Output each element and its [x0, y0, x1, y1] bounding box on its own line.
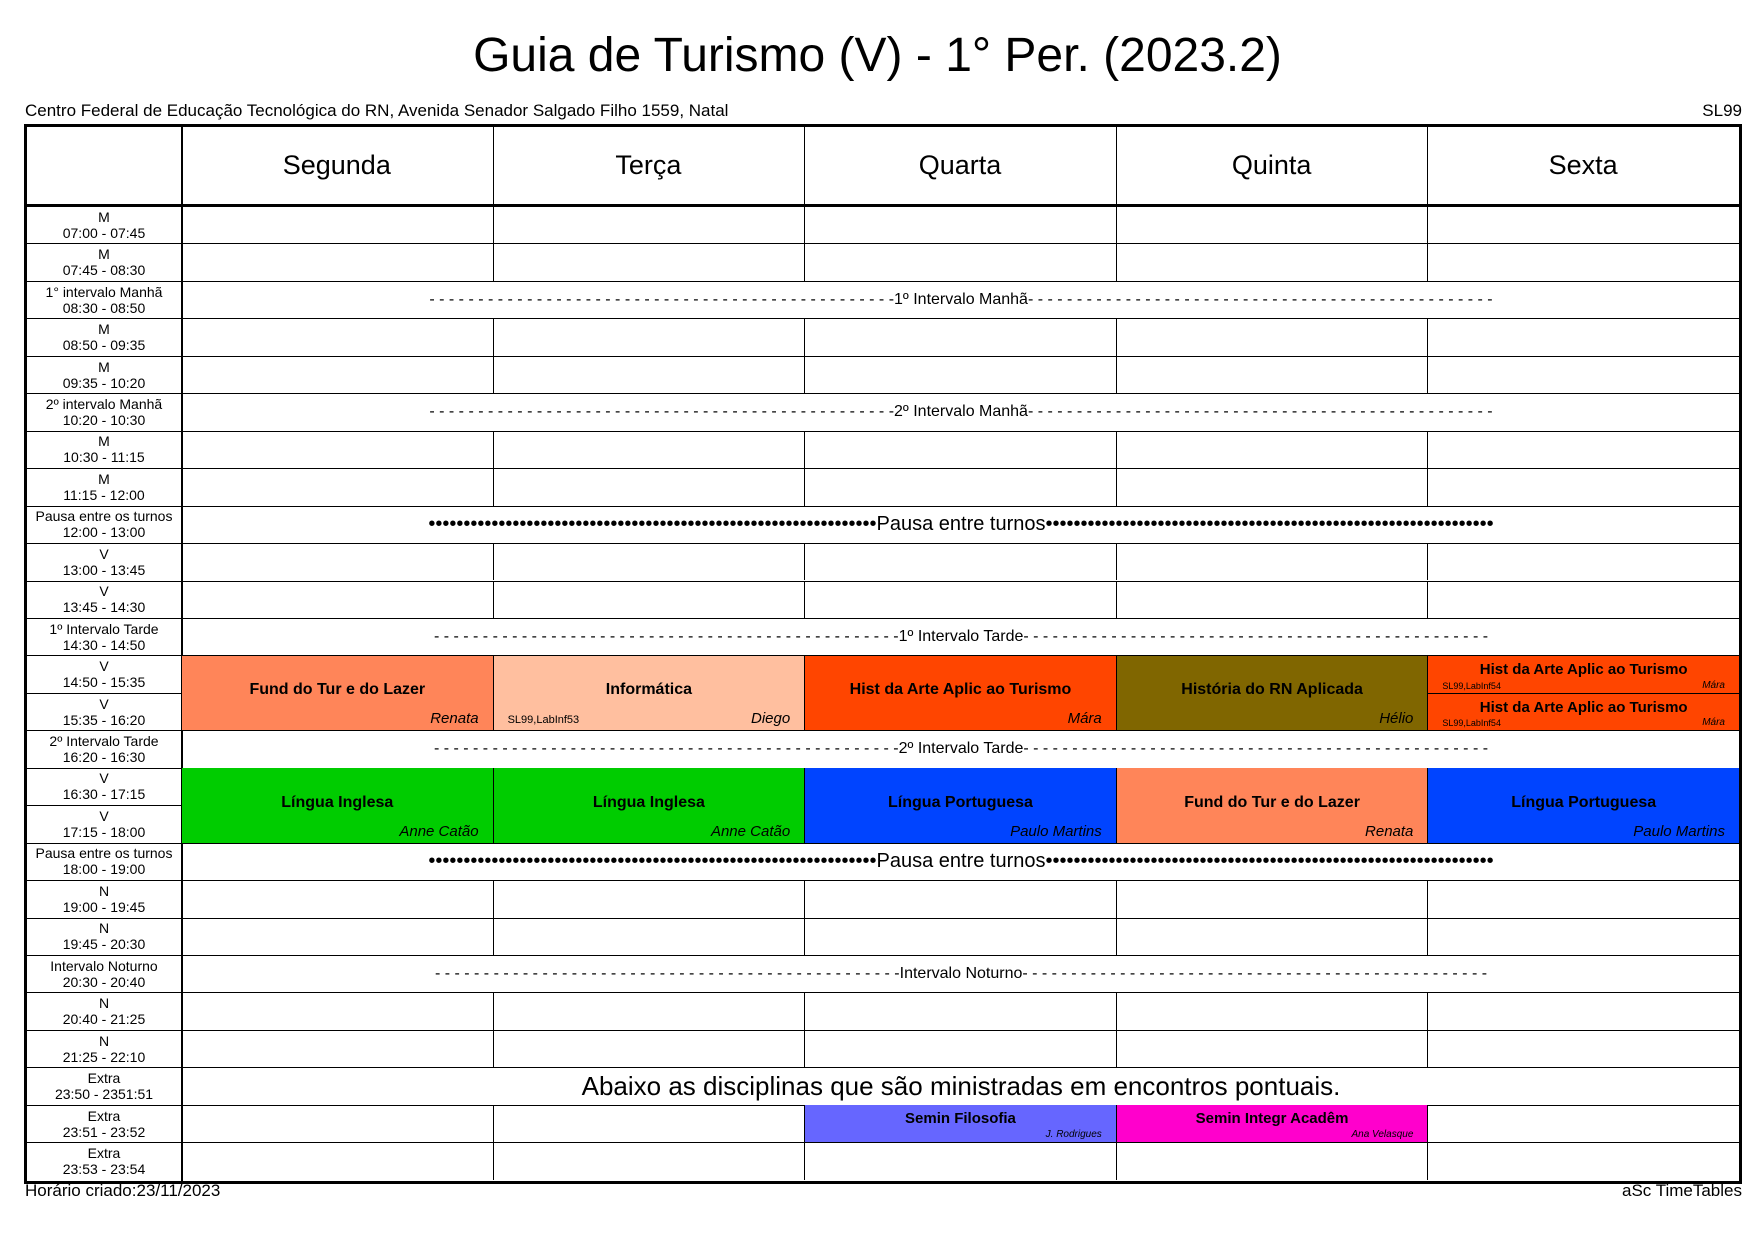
slot-time: 11:15 - 12:00: [63, 486, 145, 503]
break-label: Pausa entre turnos: [876, 512, 1046, 535]
lesson-teacher: Renata: [1365, 822, 1414, 840]
cell-divider: [1116, 356, 1117, 393]
lesson-block: [182, 768, 493, 842]
slot-label: [27, 880, 181, 917]
slot-name: 2º intervalo Manhã: [45, 395, 163, 412]
lesson-subject: História do RN Aplicada: [1181, 681, 1363, 699]
slot-time: 21:25 - 22:10: [62, 1048, 146, 1065]
day-column-divider: [1116, 127, 1117, 204]
lesson-subject: Hist da Arte Aplic ao Turismo: [1479, 699, 1688, 717]
break-band: [183, 730, 1739, 767]
row-divider: [27, 992, 1739, 993]
lesson-teacher: Hélio: [1379, 710, 1414, 728]
lesson-teacher: Anne Catão: [399, 822, 479, 840]
slot-label: [27, 843, 181, 880]
cell-divider: [804, 581, 805, 618]
slot-time: 07:45 - 08:30: [62, 262, 146, 279]
slot-time: 23:53 - 23:54: [62, 1160, 146, 1177]
cell-divider: [1427, 206, 1428, 243]
day-header-5: Sexta: [1548, 150, 1618, 180]
cell-divider: [1116, 431, 1117, 468]
band-filler-right: - - - - - - - - - - - - - - - - - - - - - - - - - - - - - - - - - - - - - - - - - - - - - - - -: [1023, 740, 1489, 758]
lesson-teacher: Anne Catão: [710, 822, 791, 840]
cell-divider: [1116, 1142, 1117, 1179]
cell-divider: [1427, 992, 1428, 1029]
slot-label: [27, 992, 181, 1029]
slot-name: V: [99, 807, 109, 824]
slot-time: 07:00 - 07:45: [62, 224, 146, 241]
lesson-block: [805, 656, 1116, 730]
cell-divider: [493, 918, 494, 955]
slot-name: M: [98, 433, 110, 450]
slot-label: [27, 1067, 181, 1104]
cell-divider: [804, 543, 805, 580]
lesson-teacher: Paulo Martins: [1010, 822, 1102, 840]
lesson-block: [1428, 656, 1739, 693]
cell-divider: [1427, 1142, 1428, 1179]
slot-name: M: [98, 321, 110, 338]
cell-divider: [804, 243, 805, 280]
slot-label: [27, 1142, 181, 1179]
slot-time: 20:40 - 21:25: [62, 1011, 146, 1028]
created-date: Horário criado:23/11/2023: [25, 1181, 221, 1200]
slot-label: [27, 506, 181, 543]
slot-name: M: [98, 208, 110, 225]
cell-divider: [804, 468, 805, 505]
row-divider: [27, 243, 1739, 244]
slot-label: [27, 468, 181, 505]
slot-name: M: [98, 358, 110, 375]
break-band: [183, 843, 1739, 880]
slot-name: N: [98, 1032, 110, 1049]
slot-name: 1° intervalo Manhã: [45, 283, 163, 300]
cell-divider: [493, 581, 494, 618]
cell-divider: [1116, 243, 1117, 280]
row-divider: [27, 880, 1739, 881]
cell-divider: [804, 431, 805, 468]
slot-time: 12:00 - 13:00: [62, 524, 146, 541]
break-band: [183, 281, 1739, 318]
lesson-teacher: J. Rodrigues: [1045, 1129, 1102, 1141]
cell-divider: [1427, 318, 1428, 355]
slot-name: Intervalo Noturno: [50, 957, 158, 974]
lesson-block: [805, 768, 1116, 842]
band-filler-right: - - - - - - - - - - - - - - - - - - - - - - - - - - - - - - - - - - - - - - - - - - - - - - - -: [1027, 290, 1493, 308]
lesson-subject: Hist da Arte Aplic ao Turismo: [1479, 660, 1688, 678]
cell-divider: [493, 243, 494, 280]
cell-divider: [493, 468, 494, 505]
cell-divider: [493, 356, 494, 393]
slot-time: 08:50 - 09:35: [62, 337, 146, 354]
day-column-divider: [493, 127, 494, 204]
cell-divider: [1116, 581, 1117, 618]
slot-label: [27, 281, 181, 318]
day-header-1: Segunda: [282, 150, 391, 180]
lesson-subject: Língua Inglesa: [281, 793, 394, 811]
cell-divider: [1116, 468, 1117, 505]
lesson-teacher: Ana Velasque: [1351, 1129, 1414, 1141]
row-divider: [27, 431, 1739, 432]
slot-name: N: [98, 882, 110, 899]
cell-divider: [493, 431, 494, 468]
cell-divider: [1427, 243, 1428, 280]
slot-name: N: [98, 995, 110, 1012]
lesson-block: [1117, 768, 1428, 842]
lesson-subject: Fund do Tur e do Lazer: [249, 681, 426, 699]
cell-divider: [1427, 1030, 1428, 1067]
cell-divider: [804, 880, 805, 917]
lesson-room: SL99,LabInf54: [1442, 718, 1501, 729]
slot-time: 10:30 - 11:15: [63, 449, 145, 466]
slot-name: Extra: [87, 1144, 121, 1161]
software-credit: aSc TimeTables: [1622, 1181, 1742, 1200]
slot-name: V: [99, 695, 109, 712]
break-label: 1º Intervalo Manhã: [894, 290, 1028, 308]
slot-name: N: [98, 920, 110, 937]
cell-divider: [1427, 880, 1428, 917]
band-filler-right: - - - - - - - - - - - - - - - - - - - - - - - - - - - - - - - - - - - - - - - - - - - - - - - -: [1023, 627, 1489, 645]
slot-name: V: [99, 770, 109, 787]
slot-name: M: [98, 470, 110, 487]
cell-divider: [1116, 992, 1117, 1029]
cell-divider: [804, 992, 805, 1029]
row-divider: [27, 581, 1739, 582]
cell-divider: [493, 992, 494, 1029]
slot-time: 14:50 - 15:35: [62, 674, 146, 691]
break-label: 2º Intervalo Tarde: [898, 740, 1024, 758]
slot-time: 10:20 - 10:30: [62, 411, 146, 428]
break-label: Abaixo as disciplinas que são ministradas em encontros pontuais.: [581, 1070, 1341, 1101]
cell-divider: [493, 318, 494, 355]
break-band: [183, 618, 1739, 655]
lesson-block: [494, 656, 805, 730]
institution-address: Centro Federal de Educação Tecnológica do RN, Avenida Senador Salgado Filho 1559, Natal: [25, 101, 729, 120]
slot-label: [27, 768, 181, 805]
cell-divider: [493, 1030, 494, 1067]
band-filler-left: - - - - - - - - - - - - - - - - - - - - - - - - - - - - - - - - - - - - - - - - - - - - - - - -: [429, 402, 895, 420]
cell-divider: [1427, 356, 1428, 393]
lesson-block: [1428, 768, 1739, 842]
lesson-block: [805, 1105, 1116, 1142]
slot-time: 16:30 - 17:15: [62, 786, 146, 803]
lesson-subject: Informática: [605, 681, 693, 699]
lesson-block: [182, 656, 493, 730]
band-filler-right: ••••••••••••••••••••••••••••••••••••••••••••••••••••••••••••••••: [1045, 512, 1494, 535]
lesson-block: [1117, 656, 1428, 730]
row-divider: [27, 468, 1739, 469]
cell-divider: [804, 318, 805, 355]
day-column-divider: [804, 127, 805, 204]
slot-time: 18:00 - 19:00: [62, 861, 146, 878]
slot-label: [27, 655, 181, 692]
cell-divider: [1427, 468, 1428, 505]
lesson-subject: Semin Integr Acadêm: [1195, 1110, 1349, 1128]
lesson-teacher: Mára: [1702, 717, 1725, 729]
slot-name: V: [99, 583, 109, 600]
break-label: 1º Intervalo Tarde: [898, 627, 1024, 645]
slot-name: Extra: [87, 1107, 121, 1124]
slot-label: [27, 243, 181, 280]
cell-divider: [1116, 318, 1117, 355]
slot-label: [27, 918, 181, 955]
cell-divider: [493, 880, 494, 917]
slot-name: V: [99, 658, 109, 675]
cell-divider: [1116, 880, 1117, 917]
cell-divider: [1116, 206, 1117, 243]
band-filler-right: ••••••••••••••••••••••••••••••••••••••••••••••••••••••••••••••••: [1045, 849, 1494, 872]
slot-time: 19:45 - 20:30: [62, 936, 146, 953]
slot-name: 2º Intervalo Tarde: [49, 733, 159, 750]
break-label: 2º Intervalo Manhã: [894, 402, 1028, 420]
cell-divider: [493, 543, 494, 580]
band-filler-left: ••••••••••••••••••••••••••••••••••••••••••••••••••••••••••••••••: [428, 512, 877, 535]
slot-time: 08:30 - 08:50: [62, 299, 146, 316]
lesson-block: [494, 768, 805, 842]
band-filler-left: - - - - - - - - - - - - - - - - - - - - - - - - - - - - - - - - - - - - - - - - - - - - - - - -: [433, 627, 899, 645]
row-divider: [27, 318, 1739, 319]
band-filler-left: ••••••••••••••••••••••••••••••••••••••••••••••••••••••••••••••••: [428, 849, 877, 872]
slot-label: [27, 318, 181, 355]
break-band: [183, 1067, 1739, 1104]
cell-divider: [493, 1105, 494, 1142]
cell-divider: [1116, 543, 1117, 580]
slot-time: 23:51 - 23:52: [62, 1123, 146, 1140]
break-label: Pausa entre turnos: [876, 849, 1046, 872]
break-band: [183, 506, 1739, 543]
slot-time: 20:30 - 20:40: [62, 973, 146, 990]
break-band: [183, 955, 1739, 992]
slot-label: [27, 618, 181, 655]
cell-divider: [1427, 1105, 1428, 1142]
cell-divider: [804, 356, 805, 393]
lesson-room: SL99,LabInf54: [1442, 680, 1501, 691]
slot-time: 16:20 - 16:30: [62, 749, 146, 766]
cell-divider: [1427, 431, 1428, 468]
slot-time: 13:45 - 14:30: [62, 599, 146, 616]
slot-name: V: [99, 545, 109, 562]
band-filler-right: - - - - - - - - - - - - - - - - - - - - - - - - - - - - - - - - - - - - - - - - - - - - - - - -: [1022, 964, 1488, 982]
lesson-subject: Semin Filosofia: [905, 1110, 1016, 1128]
lesson-subject: Língua Portuguesa: [1511, 793, 1657, 811]
slot-name: Pausa entre os turnos: [35, 508, 173, 525]
cell-divider: [1116, 918, 1117, 955]
slot-time: 14:30 - 14:50: [62, 636, 146, 653]
cell-divider: [493, 206, 494, 243]
lesson-room: SL99,LabInf53: [507, 714, 580, 727]
band-filler-left: - - - - - - - - - - - - - - - - - - - - - - - - - - - - - - - - - - - - - - - - - - - - - - - -: [434, 964, 900, 982]
row-divider: [27, 543, 1739, 544]
slot-label: [27, 356, 181, 393]
slot-name: M: [98, 246, 110, 263]
day-header-2: Terça: [615, 150, 682, 180]
slot-name: 1º Intervalo Tarde: [49, 620, 159, 637]
slot-label: [27, 581, 181, 618]
slot-label: [27, 805, 181, 842]
lesson-block: [1117, 1105, 1428, 1142]
slot-label: [27, 1105, 181, 1142]
slot-time: 09:35 - 10:20: [62, 374, 146, 391]
slot-label: [27, 393, 181, 430]
day-column-divider: [1427, 127, 1428, 204]
lesson-subject: Hist da Arte Aplic ao Turismo: [849, 681, 1072, 699]
lesson-teacher: Renata: [430, 710, 479, 728]
room-code: SL99: [1702, 101, 1742, 120]
slot-label: [27, 543, 181, 580]
day-header-3: Quarta: [918, 150, 1002, 180]
lesson-subject: Fund do Tur e do Lazer: [1184, 793, 1360, 811]
row-divider: [27, 1030, 1739, 1031]
cell-divider: [1116, 1030, 1117, 1067]
cell-divider: [1427, 581, 1428, 618]
slot-name: Pausa entre os turnos: [35, 845, 173, 862]
header-divider: [27, 204, 1739, 207]
page-title: Guia de Turismo (V) - 1° Per. (2023.2): [473, 29, 1282, 82]
slot-time: 13:00 - 13:45: [62, 561, 146, 578]
slot-label: [27, 693, 181, 730]
slot-label: [27, 955, 181, 992]
slot-time: 15:35 - 16:20: [62, 711, 146, 728]
lesson-teacher: Mára: [1067, 710, 1102, 728]
cell-divider: [804, 206, 805, 243]
row-divider: [27, 918, 1739, 919]
slot-label: [27, 431, 181, 468]
lesson-subject: Língua Portuguesa: [888, 793, 1033, 811]
slot-time: 17:15 - 18:00: [62, 823, 146, 840]
break-label: Intervalo Noturno: [899, 964, 1023, 982]
row-divider: [27, 1142, 1739, 1143]
lesson-teacher: Paulo Martins: [1633, 822, 1725, 840]
slot-time: 19:00 - 19:45: [62, 898, 146, 915]
cell-divider: [804, 1030, 805, 1067]
slot-time: 23:50 - 2351:51: [54, 1086, 154, 1103]
slot-label: [27, 1030, 181, 1067]
cell-divider: [493, 1142, 494, 1179]
day-header-4: Quinta: [1231, 150, 1312, 180]
lesson-teacher: Diego: [750, 710, 791, 728]
band-filler-left: - - - - - - - - - - - - - - - - - - - - - - - - - - - - - - - - - - - - - - - - - - - - - - - -: [429, 290, 895, 308]
band-filler-left: - - - - - - - - - - - - - - - - - - - - - - - - - - - - - - - - - - - - - - - - - - - - - - - -: [433, 740, 899, 758]
cell-divider: [804, 1142, 805, 1179]
band-filler-right: - - - - - - - - - - - - - - - - - - - - - - - - - - - - - - - - - - - - - - - - - - - - - - - -: [1027, 402, 1493, 420]
cell-divider: [1427, 918, 1428, 955]
cell-divider: [1427, 543, 1428, 580]
lesson-teacher: Mára: [1702, 679, 1725, 691]
row-divider: [27, 356, 1739, 357]
break-band: [183, 393, 1739, 430]
slot-label: [27, 206, 181, 243]
cell-divider: [804, 918, 805, 955]
slot-label: [27, 730, 181, 767]
timetable-grid: [24, 124, 1742, 1184]
lesson-block: [1428, 693, 1739, 730]
lesson-subject: Língua Inglesa: [592, 793, 705, 811]
slot-name: Extra: [87, 1070, 121, 1087]
